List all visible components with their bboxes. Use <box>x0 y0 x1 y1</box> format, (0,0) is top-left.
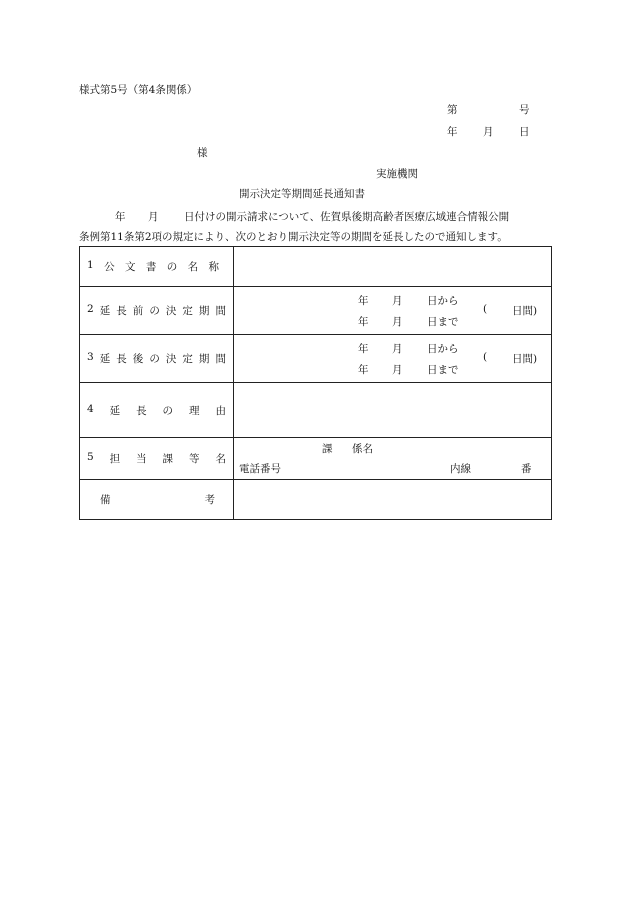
from-year: 年 <box>358 295 369 307</box>
form-number: 様式第5号（第4条関係） <box>79 84 198 96</box>
label-char: 長 <box>136 404 147 417</box>
from-day: 日から <box>427 343 459 355</box>
body-line1: 日付けの開示請求について、佐賀県後期高齢者医療広域連合情報公開 <box>184 211 510 223</box>
label-char: の <box>162 404 174 417</box>
label-char: 間 <box>215 353 226 365</box>
form-table <box>79 246 552 520</box>
issuer: 実施機関 <box>376 168 418 180</box>
table-row <box>80 287 552 335</box>
label-char: の <box>149 353 160 365</box>
date-year: 年 <box>447 126 458 138</box>
label-char: 名 <box>215 453 226 465</box>
label-char: 書 <box>145 261 157 273</box>
row-number: 4 <box>87 402 94 415</box>
to-month: 月 <box>392 316 403 328</box>
from-month: 月 <box>392 295 403 307</box>
label-char: 延 <box>99 305 111 317</box>
row-label-period-before <box>80 287 234 335</box>
row-label-reason <box>80 383 234 438</box>
body-line2: 条例第11条第2項の規定により、次のとおり開示決定等の期間を延長したので通知します。 <box>79 231 508 243</box>
label-char: 考 <box>204 494 215 506</box>
row-number: 2 <box>87 303 94 315</box>
label-char: 担 <box>109 453 121 465</box>
label-char: 称 <box>208 261 219 273</box>
label-char: 定 <box>182 353 193 365</box>
body-year: 年 <box>115 211 126 223</box>
label-char: 課 <box>162 453 174 465</box>
doc-no-prefix: 第 <box>447 104 458 116</box>
section-label: 課 <box>322 443 333 455</box>
table-row <box>80 383 552 438</box>
label-char: 理 <box>189 404 200 417</box>
extension-label: 内線 <box>450 463 471 475</box>
doc-no-suffix: 号 <box>519 104 530 116</box>
to-day: 日まで <box>427 364 459 376</box>
addressee-honorific: 様 <box>197 147 208 159</box>
document-title: 開示決定等期間延長通知書 <box>239 188 365 200</box>
table-row <box>80 247 552 287</box>
label-char: 長 <box>116 353 127 365</box>
label-char: の <box>149 305 160 317</box>
label-char: 等 <box>189 453 200 465</box>
from-year: 年 <box>358 343 369 355</box>
table-row <box>80 335 552 383</box>
to-year: 年 <box>358 364 369 376</box>
row-number: 1 <box>87 259 94 271</box>
number-suffix: 番 <box>521 463 532 475</box>
label-char: 定 <box>182 305 193 317</box>
days-count: 日間) <box>512 353 538 365</box>
subsection-label: 係名 <box>352 443 373 455</box>
to-month: 月 <box>392 364 403 376</box>
paren-open: ( <box>483 351 488 363</box>
document-name-value[interactable] <box>234 247 552 287</box>
from-month: 月 <box>392 343 403 355</box>
label-char: 後 <box>132 353 144 365</box>
label-char: 決 <box>165 353 177 365</box>
label-char: 長 <box>116 305 127 317</box>
table-row <box>80 480 552 520</box>
label-char: 由 <box>215 404 226 417</box>
label-char: 間 <box>215 305 226 317</box>
reason-value[interactable] <box>234 383 552 438</box>
phone-label: 電話番号 <box>239 463 281 475</box>
label-char: 前 <box>132 305 144 317</box>
label-char: 備 <box>100 494 111 506</box>
paren-open: ( <box>483 303 488 315</box>
from-day: 日から <box>427 295 459 307</box>
table-row <box>80 438 552 480</box>
date-day: 日 <box>519 126 530 138</box>
days-count: 日間) <box>512 305 538 317</box>
label-char: 文 <box>124 261 136 273</box>
row-number: 3 <box>87 351 94 363</box>
department-value[interactable] <box>234 438 552 480</box>
label-char: 名 <box>187 261 199 273</box>
body-month: 月 <box>148 211 159 223</box>
row-label-document-name <box>80 247 234 287</box>
label-char: 期 <box>198 305 210 317</box>
label-char: 延 <box>109 404 121 417</box>
label-char: 公 <box>104 261 115 273</box>
date-month: 月 <box>483 126 494 138</box>
row-label-remarks <box>80 480 234 520</box>
row-label-period-after <box>80 335 234 383</box>
label-char: の <box>166 261 178 273</box>
remarks-value[interactable] <box>234 480 552 520</box>
row-label-department <box>80 438 234 480</box>
period-after-value[interactable] <box>234 335 552 383</box>
label-char: 決 <box>165 305 177 317</box>
label-char: 期 <box>198 353 210 365</box>
label-char: 延 <box>99 353 111 365</box>
to-year: 年 <box>358 316 369 328</box>
row-number: 5 <box>87 451 94 463</box>
period-before-value[interactable] <box>234 287 552 335</box>
label-char: 当 <box>136 453 147 465</box>
to-day: 日まで <box>427 316 459 328</box>
